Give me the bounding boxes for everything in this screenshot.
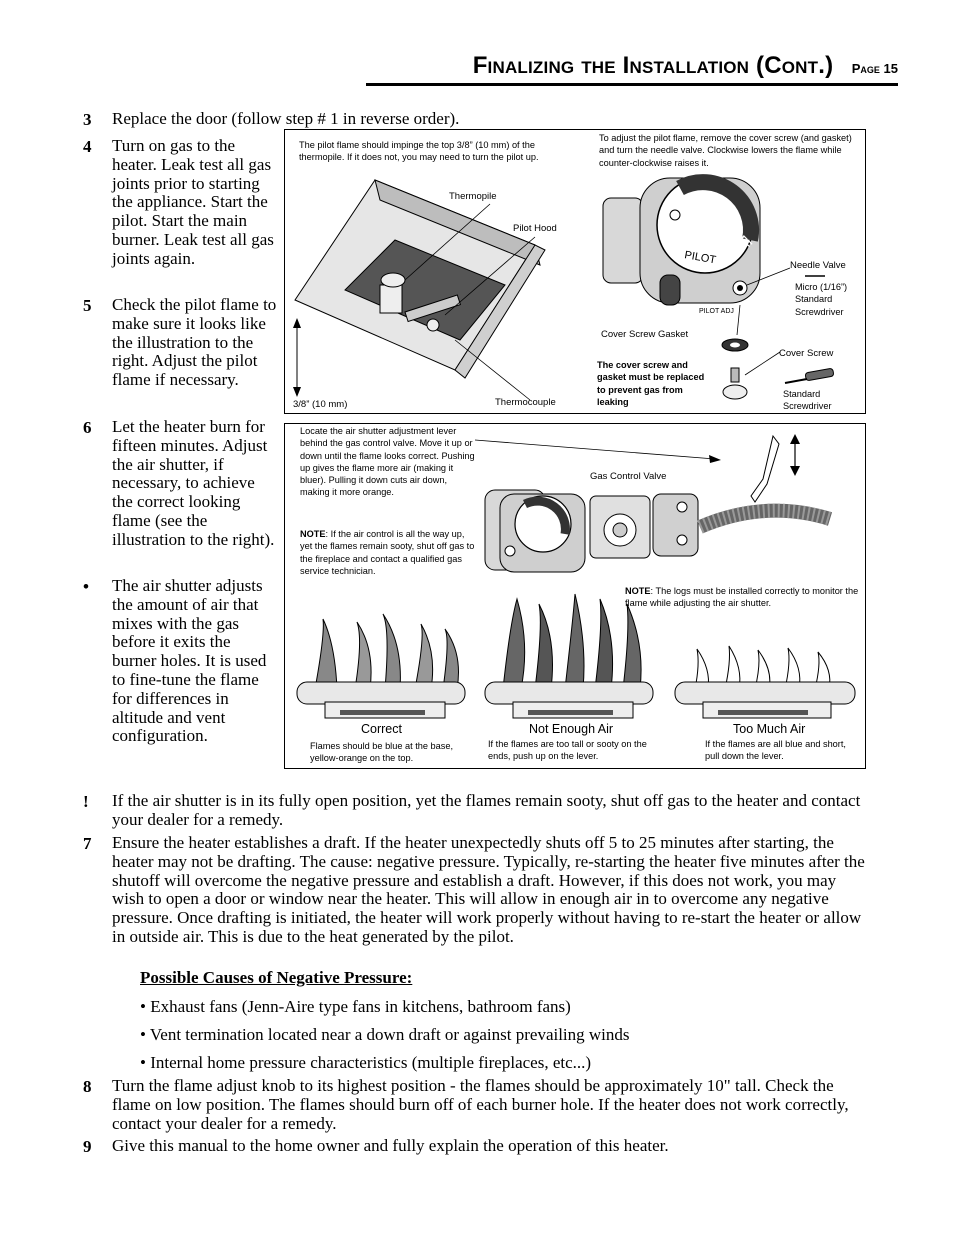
- negative-pressure-item: • Exhaust fans (Jenn-Aire type fans in kitchens, bathroom fans): [140, 997, 571, 1016]
- pilot-caption: The pilot flame should impinge the top 3/8” (10 mm) of the thermopile. If it does not, you may need to turn the pilot up.: [299, 140, 539, 163]
- note-label: NOTE: [300, 529, 326, 539]
- step-number: 3: [83, 110, 92, 129]
- logs-note-label: NOTE: [625, 586, 651, 596]
- flame-title-too-much-air: Too Much Air: [733, 722, 806, 736]
- step-text: Let the heater burn for fifteen minutes. Adjust the air shutter, if necessary, to achieve the correct looking flame (see the illustration to the right).: [112, 417, 275, 549]
- flame-title-not-enough-air: Not Enough Air: [529, 722, 614, 736]
- needle-valve-label: Needle Valve: [790, 260, 846, 271]
- knob-pilot-label: PILOT: [683, 249, 717, 267]
- adjust-caption: To adjust the pilot flame, remove the cover screw (and gasket) and turn the needle valve. Clockwise lowers the flame while counter-clockwise raises it.: [599, 133, 852, 168]
- pilot-adj-label: PILOT ADJ: [699, 308, 734, 315]
- knob-off-label: OFF: [729, 227, 754, 252]
- step-number: 5: [83, 296, 92, 315]
- step-text: The air shutter adjusts the amount of air that mixes with the gas before it exits the burner holes. It is used to fine-tune the flame for differences in altitude and vent configuration.: [112, 576, 267, 746]
- not-enough-air-flame-drawing: [485, 594, 653, 718]
- step-number: 6: [83, 418, 92, 437]
- too-much-air-flame-drawing: [675, 646, 855, 718]
- correct-flame-drawing: [297, 614, 465, 718]
- pilot-flame-figure: [284, 129, 866, 414]
- flame-title-correct: Correct: [361, 722, 402, 736]
- air-shutter-figure: [284, 423, 866, 769]
- page-title: Finalizing the Installation (Cont.): [472, 52, 834, 79]
- thermopile-label: Thermopile: [449, 191, 497, 202]
- pilot-illustration: [285, 130, 865, 413]
- page-number: Page 15: [851, 61, 898, 76]
- step-number: 4: [83, 137, 92, 156]
- cover-gasket-label: Cover Screw Gasket: [601, 329, 689, 340]
- cover-screw-label: Cover Screw: [779, 348, 834, 359]
- measure-label: 3/8” (10 mm): [293, 399, 348, 410]
- step-number: 7: [83, 834, 92, 853]
- cover-warning: The cover screw and gasket must be replaced to prevent gas from leaking: [597, 360, 705, 407]
- step-text: Turn the flame adjust knob to its highest position - the flames should be approximately 10" tall. Check the flame on low position. The flames should burn off of each burner hole. If the heater does not work correctly, contact your dealer for a remedy.: [112, 1076, 849, 1133]
- step-number: 8: [83, 1077, 92, 1096]
- micro-driver-label: Micro (1/16”) Standard Screwdriver: [795, 282, 848, 317]
- shutter-caption: Locate the air shutter adjustment lever behind the gas control valve. Move it up or down until the flame looks correct. Pushing up gives the flame more air (making it bluer). Pulling it down cuts air down, making it more orange.: [300, 426, 475, 498]
- step-text: Give this manual to the home owner and fully explain the operation of this heater.: [112, 1136, 669, 1155]
- step-text: Replace the door (follow step # 1 in reverse order).: [112, 109, 460, 128]
- std-driver-label: Standard Screwdriver: [783, 389, 832, 412]
- bullet-mark: •: [83, 577, 89, 596]
- negative-pressure-item: • Internal home pressure characteristics (multiple fireplaces, etc...): [140, 1053, 592, 1072]
- header-rule: [366, 83, 898, 86]
- negative-pressure-heading: Possible Causes of Negative Pressure:: [140, 968, 413, 987]
- flame-desc-correct: Flames should be blue at the base, yellow-orange on the top.: [310, 741, 454, 764]
- step-text: Check the pilot flame to make sure it looks like the illustration to the right. Adjust the pilot flame if necessary.: [112, 295, 277, 390]
- logs-note-text: : The logs must be installed correctly to monitor the flame while adjusting the air shutter.: [625, 586, 859, 609]
- knob-on-label: ON: [685, 195, 706, 215]
- gas-control-valve-label: Gas Control Valve: [590, 471, 667, 482]
- pilot-hood-label: Pilot Hood: [513, 223, 557, 234]
- warning-mark: !: [83, 792, 89, 811]
- flame-desc-not-enough-air: If the flames are too tall or sooty on the ends, push up on the lever.: [488, 739, 647, 762]
- page-header: [366, 52, 898, 80]
- flame-desc-too-much-air: If the flames are all blue and short, pull down the lever.: [705, 739, 846, 762]
- note-text: : If the air control is all the way up, yet the flames remain sooty, shut off gas to the fireplace and contact a qualified gas service technician.: [300, 529, 475, 576]
- shutter-note: [300, 528, 475, 577]
- step-text: If the air shutter is in its fully open position, yet the flames remain sooty, shut off gas to the heater and contact your dealer for a remedy.: [112, 791, 861, 829]
- step-number: 9: [83, 1137, 92, 1156]
- thermocouple-label: Thermocouple: [495, 397, 556, 408]
- step-text: Ensure the heater establishes a draft. If the heater unexpectedly shuts off 5 to 25 minutes after starting, the heater may not be drafting. The cause: negative pressure. Typically, re-starting the heater five minutes after the shutoff will overcome the negative pressure and establish a draft. However, if this does not work, you may wish to open a door or window near the heater. This will allow in enough air in to overcome any negative pressure. Once drafting is initiated, the heater will work properly without having to re-start the heater or allow in outside air. This is due to the heat generated by the pilot.: [112, 833, 865, 946]
- logs-note: [625, 585, 860, 610]
- step-text: Turn on gas to the heater. Leak test all gas joints prior to starting the appliance. Start the pilot. Start the main burner. Leak test all gas joints again.: [112, 136, 274, 268]
- negative-pressure-item: • Vent termination located near a down draft or against prevailing winds: [140, 1025, 630, 1044]
